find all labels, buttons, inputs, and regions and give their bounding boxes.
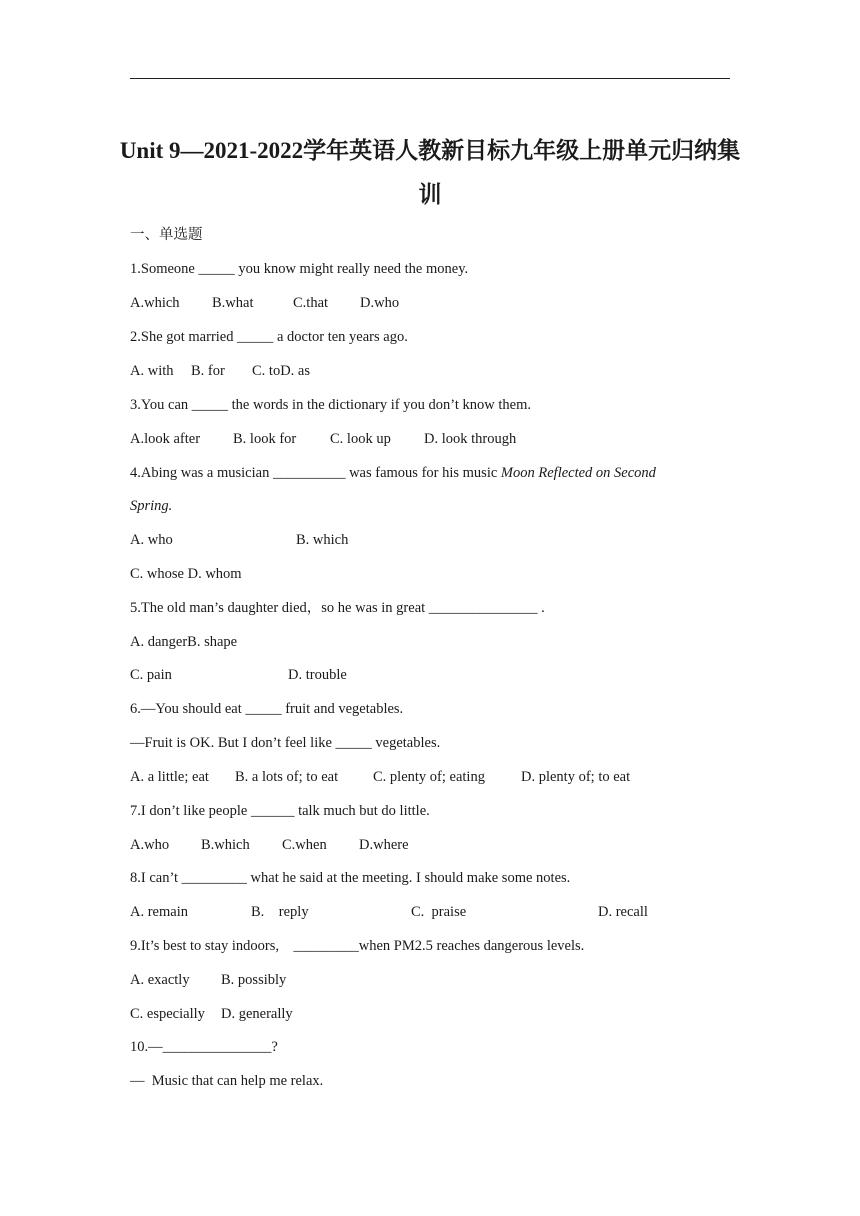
header-rule [130,78,730,79]
question-6-stem-reply: —Fruit is OK. But I don’t feel like _____ vegetables. [130,735,441,751]
song-title: Moon Reflected on Second [500,465,656,481]
question-6-options [130,768,630,786]
question-4-stem-continued [130,497,172,515]
question-1-options [130,294,399,312]
question-8-stem: 8.I can’t _________ what he said at the meeting. I should make some notes. [130,870,571,886]
option-c: C.when [282,837,327,853]
option-a: A.look after [130,431,201,447]
option-d: D. look through [424,431,517,447]
option-d: D. trouble [288,667,347,683]
option-a: A.which [130,295,180,311]
question-7-stem: 7.I don’t like people ______ talk much but do little. [130,803,430,819]
stem-text: 4.Abing was a musician __________ was famous for his music [130,465,501,481]
option-c: C. plenty of; eating [373,769,485,785]
document-title-continued: 训 [418,182,442,207]
question-4-options-cd: C. whose D. whom [130,566,242,582]
option-a: A. a little; eat [130,769,209,785]
option-a: A. who [130,532,173,548]
question-4-options-ab [130,531,348,549]
option-b: B.which [201,837,250,853]
option-d: D. generally [221,1006,293,1022]
question-2-options [130,362,310,380]
option-b: B. for [191,363,225,379]
option-b: B. look for [233,431,297,447]
question-2-stem: 2.She got married _____ a doctor ten years ago. [130,329,408,345]
option-b: B. a lots of; to eat [235,769,339,785]
option-c: C.that [293,295,329,311]
question-3-options [130,430,516,448]
question-3-stem: 3.You can _____ the words in the dictionary if you don’t know them. [130,397,531,413]
option-c: C. praise [411,904,467,920]
option-b: B.what [212,295,254,311]
option-d: D.where [359,837,409,853]
question-5-options-ab: A. dangerB. shape [130,634,238,650]
option-a: A. remain [130,904,188,920]
option-a: A. exactly [130,972,190,988]
option-d: D. plenty of; to eat [521,769,631,785]
option-c: C. look up [330,431,391,447]
question-5-options-cd [130,666,347,684]
option-c: C. especially [130,1006,205,1022]
option-c: C. pain [130,667,172,683]
question-5-stem: 5.The old man’s daughter died，so he was in great _______________ . [130,600,545,616]
question-7-options [130,836,409,854]
option-b: B. which [296,532,349,548]
question-6-stem: 6.—You should eat _____ fruit and vegetables. [130,701,404,717]
section-heading: 一、单选题 [130,227,203,243]
option-b: B. reply [251,904,309,920]
question-10-answer: — Music that can help me relax. [130,1073,324,1089]
option-b: B. possibly [221,972,287,988]
question-1-stem: 1.Someone _____ you know might really need the money. [130,261,469,277]
song-title-continued: Spring [130,498,169,514]
document-title: Unit 9—2021-2022学年英语人教新目标九年级上册单元归纳集 [119,138,741,163]
stem-end: . [168,498,173,514]
question-9-stem: 9.It’s best to stay indoors, _________when PM2.5 reaches dangerous levels. [130,938,585,954]
question-9-options-cd [130,1005,293,1023]
option-a: A.who [130,837,170,853]
option-a: A. with [130,363,174,379]
option-d: D. recall [598,904,648,920]
option-d: D.who [360,295,400,311]
question-10-stem: 10.—_______________? [130,1039,278,1055]
question-9-options-ab [130,971,286,989]
question-8-options [130,903,648,921]
option-cd: C. toD. as [252,363,310,379]
question-4-stem [130,464,656,482]
